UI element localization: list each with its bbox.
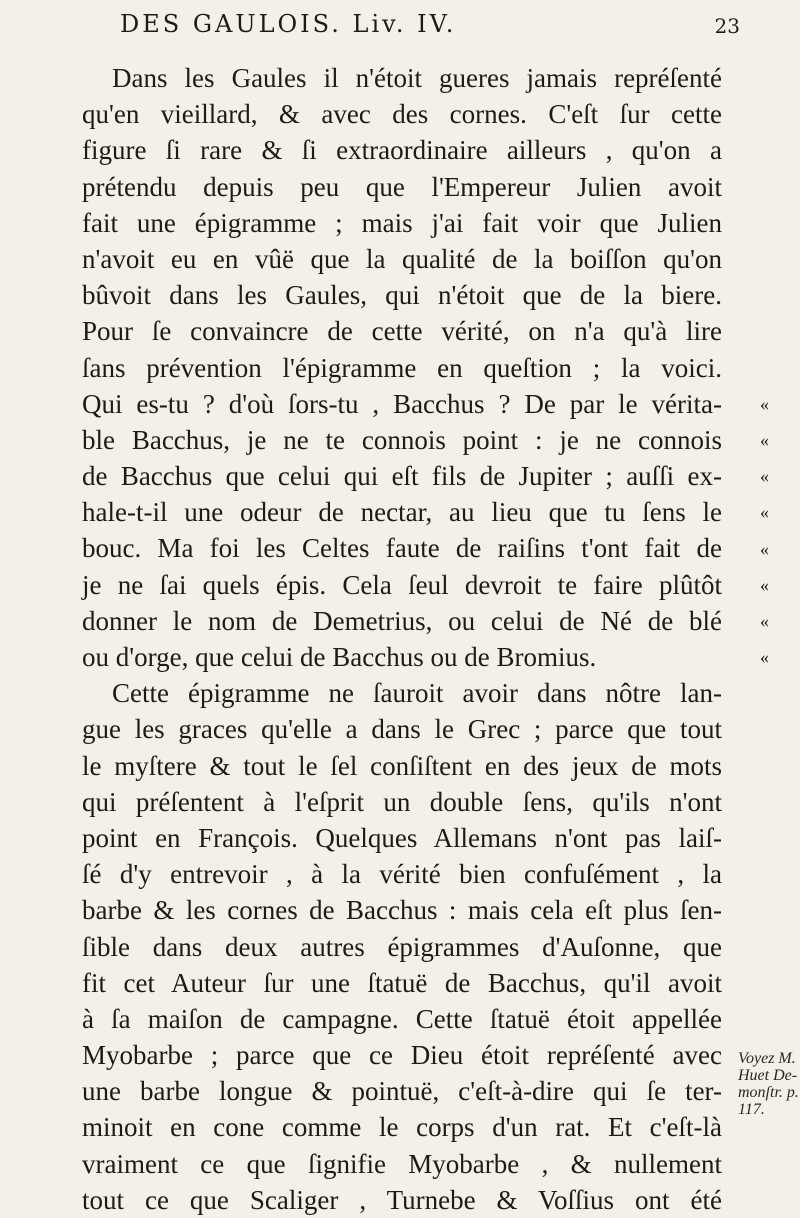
text-line: prétendu depuis peu que l'Empereur Julien avoit	[82, 171, 722, 202]
body-text	[82, 60, 722, 1218]
text-line: ou d'orge, que celui de Bacchus ou de Bromius.	[82, 642, 597, 672]
text-line: n'avoit eu en vûë que la qualité de la boiſſon qu'on	[82, 243, 722, 274]
text-line: gue les graces qu'elle a dans le Grec ; parce que tout	[82, 714, 722, 745]
text-line: je ne ſai quels épis. Cela ſeul devroit te faire plûtôt	[82, 569, 722, 600]
margin-note-line: Huet De-	[738, 1067, 798, 1084]
text-line: fait une épigramme ; mais j'ai fait voir que Julien	[82, 207, 722, 238]
text-line: Pour ſe convaincre de cette vérité, on n'a qu'à lire	[82, 316, 722, 347]
quote-mark: «	[760, 429, 769, 450]
text-line: Dans les Gaules il n'étoit gueres jamais repréſenté	[112, 63, 722, 93]
text-line: hale-t-il une odeur de nectar, au lieu que tu ſens le	[82, 497, 722, 528]
quote-mark: «	[760, 502, 769, 523]
margin-note-line: 117.	[738, 1101, 765, 1118]
quote-marks-column	[760, 60, 790, 675]
text-line: ſans prévention l'épigramme en queſtion ; la voici.	[82, 352, 722, 383]
text-line: Myobarbe ; parce que ce Dieu étoit repréſenté avec	[82, 1040, 722, 1071]
text-line: barbe & les cornes de Bacchus : mais cela eſt plus ſen-	[82, 895, 722, 926]
text-line: fit cet Auteur ſur une ſtatuë de Bacchus, qu'il avoit	[82, 967, 722, 998]
text-line: bûvoit dans les Gaules, qui n'étoit que de la biere.	[82, 280, 722, 311]
text-line: une barbe longue & pointuë, c'eſt-à-dire qui ſe ter-	[82, 1076, 722, 1107]
text-line: qu'en vieillard, & avec des cornes. C'eſt ſur cette	[82, 99, 722, 130]
text-line: vraiment ce que ſignifie Myobarbe , & nullement	[82, 1148, 722, 1179]
text-line: tout ce que Scaliger , Turnebe & Voſſius ont été	[82, 1184, 722, 1215]
text-line: Cette épigramme ne ſauroit avoir dans nôtre lan-	[112, 678, 722, 709]
page-number: 23	[714, 14, 740, 38]
text-line: à ſa maiſon de campagne. Cette ſtatuë étoit appellée	[82, 1003, 722, 1034]
running-title: DES GAULOIS. Liv. IV.	[120, 10, 457, 38]
quote-mark: «	[760, 647, 769, 668]
margin-note-line: Voyez M.	[738, 1050, 796, 1067]
text-line: de Bacchus que celui qui eſt fils de Jupiter ; auſſi ex-	[82, 461, 722, 492]
margin-note	[738, 1050, 800, 1118]
page-header	[100, 10, 740, 50]
quote-mark: «	[760, 393, 769, 414]
text-line: qui préſentent à l'eſprit un double ſens, qu'ils n'ont	[82, 786, 722, 817]
text-line: figure ſi rare & ſi extraordinaire ailleurs , qu'on a	[82, 135, 722, 166]
text-line: point en François. Quelques Allemans n'ont pas laiſ-	[82, 822, 722, 853]
quote-mark: «	[760, 574, 769, 595]
text-line: donner le nom de Demetrius, ou celui de Né de blé	[82, 605, 722, 636]
text-line: bouc. Ma foi les Celtes faute de raiſins t'ont fait de	[82, 533, 722, 564]
quote-mark: «	[760, 466, 769, 487]
text-line: le myſtere & tout le ſel conſiſtent en des jeux de mots	[82, 750, 722, 781]
text-line: Qui es-tu ? d'où ſors-tu , Bacchus ? De par le vérita-	[82, 388, 722, 419]
text-line: minoit en cone comme le corps d'un rat. Et c'eſt-là	[82, 1112, 722, 1143]
text-line: ble Bacchus, je ne te connois point : je ne connois	[82, 424, 722, 455]
text-line: ſé d'y entrevoir , à la vérité bien confuſément , la	[82, 859, 722, 890]
quote-mark: «	[760, 538, 769, 559]
quote-mark: «	[760, 610, 769, 631]
text-line: ſible dans deux autres épigrammes d'Auſonne, que	[82, 931, 722, 962]
margin-note-line: monſtr. p.	[738, 1084, 799, 1101]
